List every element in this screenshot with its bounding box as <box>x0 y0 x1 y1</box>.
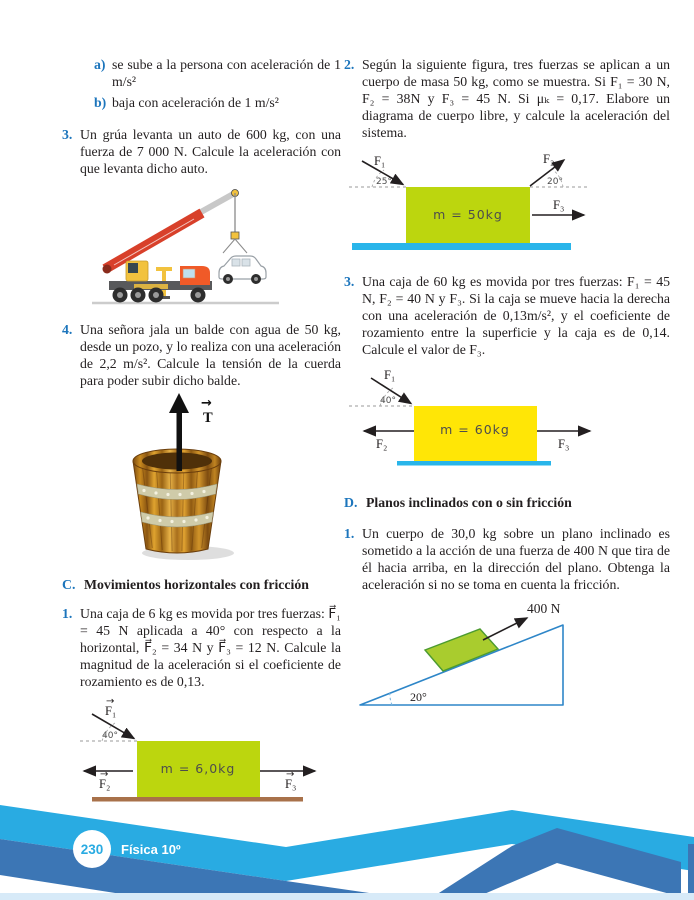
crane-figure <box>74 185 341 315</box>
item-a-label: a) <box>94 57 106 72</box>
f1-label: F₁ <box>374 154 386 168</box>
item-b-label: b) <box>94 95 107 110</box>
tension-vector-arrow: → <box>201 396 212 411</box>
section-title: Planos inclinados con o sin fricción <box>366 495 572 510</box>
list-item-b <box>94 94 341 111</box>
problem-text: Un grúa levanta un auto de 600 kg, con una fuerza de 7 000 N. Calcule la aceleración con que levanta dicho auto. <box>80 127 341 176</box>
problem-number: 1. <box>62 606 73 621</box>
force-diagram-6kg <box>60 696 360 808</box>
problem-text: Según la siguiente figura, tres fuerzas se aplican a un cuerpo de masa 50 kg, como se muestra. Si F₁ = 30 N, F₂ = 38N y F₃ = 45 N. Si μₖ = 0,17. Elabore un diagrama de cuerpo libre, y calcule la aceleración del sistema. <box>362 57 670 140</box>
force-diagram-60kg <box>344 368 670 468</box>
problem-4-left <box>62 321 341 389</box>
page-footer <box>0 800 694 900</box>
section-d-heading <box>344 494 670 511</box>
problem-3-left <box>62 126 341 177</box>
f1-vector-arrow: → <box>106 696 115 707</box>
angle-label: 40° <box>380 396 396 406</box>
force-label: 400 N <box>527 601 561 616</box>
problem-text: Una caja de 6 kg es movida por tres fuerzas: F⃗₁ = 45 N aplicada a 40° con respecto a la horizontal, F⃗₂ = 34 N y F⃗₃ = 12 N. Calcule la magnitud de la aceleración si el coeficiente de rozamiento es de 0,13. <box>80 606 341 689</box>
truck-cab-window <box>183 269 195 278</box>
figure-c1 <box>60 696 341 808</box>
f1-label: F₁ <box>105 704 117 718</box>
car-window <box>242 259 250 266</box>
ground-bar-cyan <box>352 243 571 250</box>
list-item-a <box>94 56 341 90</box>
mass-label: m = 50kg <box>433 207 503 222</box>
angle-label: 40° <box>102 731 118 741</box>
angle-label: 20° <box>410 690 427 704</box>
right-column <box>344 56 670 737</box>
problem-d1 <box>344 525 670 593</box>
book-title: Física 10º <box>121 842 181 857</box>
f2-label: F₂ <box>376 437 388 451</box>
boom-pivot <box>103 265 112 274</box>
mass-label: m = 6,0kg <box>160 761 236 776</box>
problem-number: 1. <box>344 526 355 541</box>
figure-2 <box>344 153 670 259</box>
crane-truck-illustration <box>74 185 324 315</box>
footer-ribbon <box>0 800 694 900</box>
problem-3-right <box>344 273 670 358</box>
angle-right-label: 20° <box>547 177 563 187</box>
crane-boom <box>105 190 239 270</box>
cable-and-car <box>219 193 266 284</box>
f2-vector-arrow: → <box>100 769 109 780</box>
crane-truck-body <box>103 261 213 303</box>
bucket-figure <box>104 391 341 566</box>
item-a-text: se sube a la persona con aceleración de 1 m/s² <box>112 57 341 89</box>
f3-label: F₃ <box>558 437 570 451</box>
mass-label: m = 60kg <box>440 422 510 437</box>
f3-vector-arrow: → <box>286 769 295 780</box>
problem-2-right <box>344 56 670 141</box>
tension-label: T <box>203 410 213 426</box>
force-diagram-50kg <box>344 153 670 259</box>
force-400n-arrow <box>483 618 527 640</box>
figure-3 <box>344 368 670 468</box>
section-letter: C. <box>62 577 76 592</box>
footer-edge-bar <box>688 844 694 894</box>
footer-pale-strip <box>0 893 694 900</box>
page-number: 230 <box>80 842 104 857</box>
ground-bar-cyan <box>397 461 551 466</box>
f1-label: F₁ <box>384 368 396 382</box>
f2-label: F₂ <box>543 153 555 166</box>
item-b-text: baja con aceleración de 1 m/s² <box>112 95 279 110</box>
car-window <box>232 259 240 266</box>
section-c-heading <box>62 576 341 593</box>
problem-number: 3. <box>344 274 355 289</box>
bucket-illustration <box>104 391 289 566</box>
f3-label: F₃ <box>553 198 565 212</box>
angle-left-label: 25° <box>376 177 392 187</box>
hook-block <box>231 232 239 239</box>
figure-d1 <box>350 597 670 737</box>
problem-number: 2. <box>344 57 355 72</box>
problem-text: Una caja de 60 kg es movida por tres fuerzas: F₁ = 45 N, F₂ = 40 N y F₃. Si la caja se mueve hacia la derecha con una aceleración de 0,13m/s², y el coeficiente de rozamiento entre la superficie y la caja es de 0,14. Calcule el valor de F₃. <box>362 274 670 357</box>
section-title: Movimientos horizontales con fricción <box>84 577 309 592</box>
problem-number: 4. <box>62 322 73 337</box>
inclined-plane-diagram <box>350 597 670 737</box>
problem-c1 <box>62 605 341 690</box>
section-letter: D. <box>344 495 358 510</box>
f3-label: F₃ <box>285 777 297 791</box>
f2-label: F₂ <box>99 777 111 791</box>
left-column <box>62 56 341 808</box>
problem-number: 3. <box>62 127 73 142</box>
problem-text: Una señora jala un balde con agua de 50 kg, desde un pozo, y lo realiza con una aceleración de 2,2 m/s². Calcule la tensión de la cuerda para poder subir dicho balde. <box>80 322 341 388</box>
problem-text: Un cuerpo de 30,0 kg sobre un plano inclinado es sometido a la acción de una fuerza de 400 N que tira de él hacia arriba, en la dirección del plano. Obtenga la aceleración si no se toma en cuenta la fricción. <box>362 526 670 592</box>
crane-cab-window <box>128 263 138 273</box>
